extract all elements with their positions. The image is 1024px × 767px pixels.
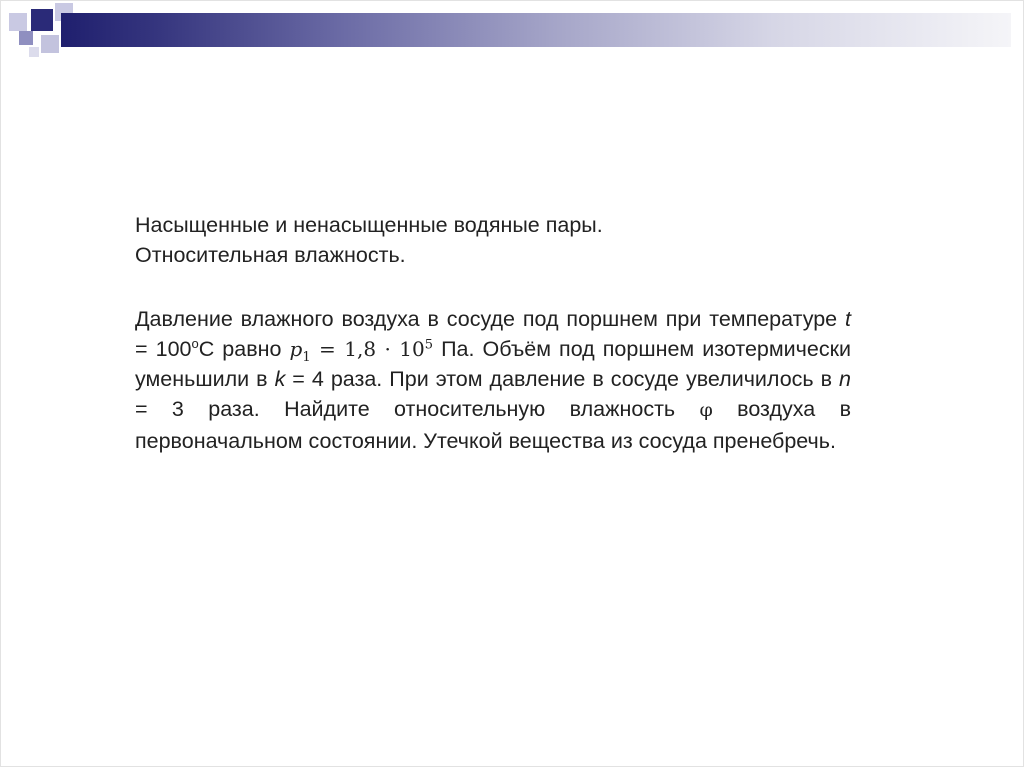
decorative-square (31, 9, 53, 31)
decorative-square (9, 13, 27, 31)
problem-text-part: С равно (198, 336, 290, 361)
header-gradient-bar (61, 13, 1011, 47)
pressure-mantissa: 1,8 · 10 (344, 336, 425, 361)
problem-text-part: = 4 раза. При этом давление в сосуде увеличилось в (285, 367, 840, 392)
decorative-square (41, 35, 59, 53)
pressure-symbol: p (289, 336, 303, 361)
problem-text-part: воздуха в первоначальном состоянии. Утечкой вещества из сосуда пренебречь. (135, 397, 851, 453)
slide-content (135, 210, 851, 456)
degree-symbol: о (191, 335, 199, 351)
problem-text-part: = 3 раза. Найдите относительную влажность (135, 397, 700, 422)
phi-symbol: φ (699, 399, 713, 422)
variable-k: k (274, 367, 286, 392)
heading-line-2: Относительная влажность. (135, 243, 406, 268)
decorative-square (19, 31, 33, 45)
variable-t: t (845, 306, 851, 331)
decorative-square (29, 47, 39, 57)
variable-n: n (839, 367, 851, 392)
problem-text-part: Давление влажного воздуха в сосуде под поршнем при температуре (135, 306, 846, 331)
pressure-exponent: 5 (424, 337, 434, 353)
equals-sign: = (310, 336, 345, 361)
problem-text-part: = 100 (135, 336, 192, 361)
spacer (135, 271, 851, 304)
heading-line-1: Насыщенные и ненасыщенные водяные пары. (135, 213, 603, 237)
slide-heading (135, 210, 851, 271)
problem-text (135, 304, 851, 456)
problem-text-part: Па. Объём под поршнем изотермически уменьшили в (135, 336, 851, 392)
pressure-formula (289, 336, 434, 365)
pressure-subscript: 1 (302, 349, 311, 365)
